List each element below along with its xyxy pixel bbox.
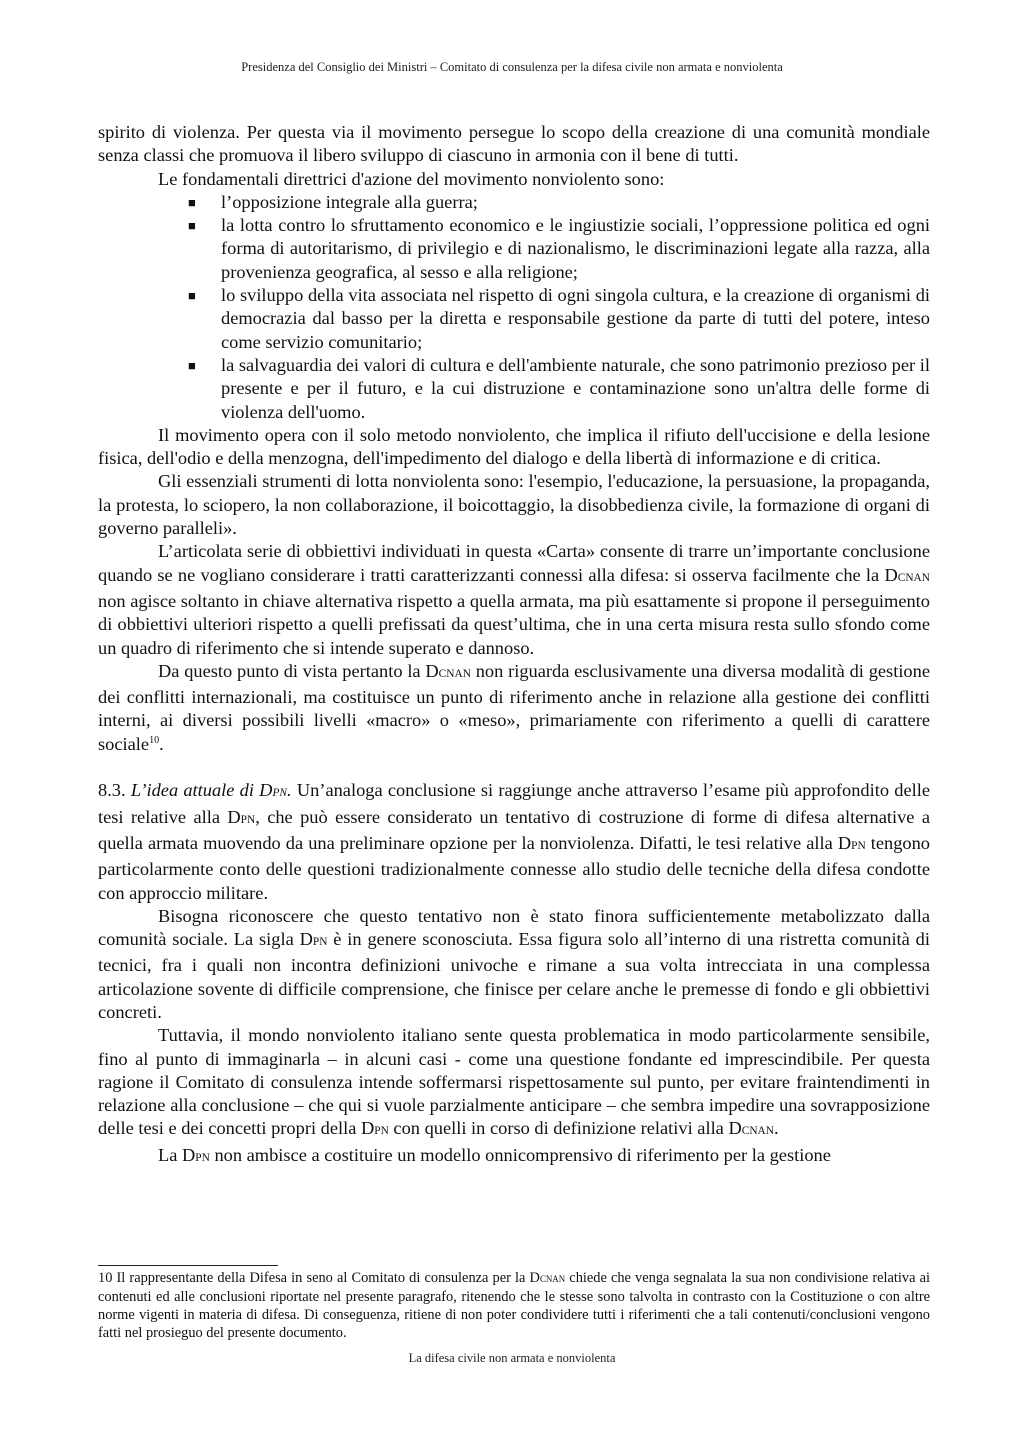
paragraph: Da questo punto di vista pertanto la DCNAN non riguarda esclusivamente una diversa modalità di gestione dei conflitti internazionali, ma costituisce un punto di riferimento anche in relazione alla gestione dei conflitti interni, ai diversi possibili livelli «macro» o «meso», primariamente con riferimento a quelli di carattere sociale$^{10}$. <box>98 660 930 754</box>
paragraph: Il movimento opera con il solo metodo nonviolento, che implica il rifiuto dell'uccisione e della lesione fisica, dell'odio e della menzogna, dell'impedimento del dialogo e della libertà di informazione e di critica. <box>98 424 930 469</box>
list-item-text: l’opposizione integrale alla guerra; <box>221 191 478 212</box>
abbreviation-dcnan: DCNAN <box>728 1118 774 1139</box>
bullet-list <box>98 191 930 424</box>
list-item <box>98 284 930 354</box>
text-run: con quelli in corso di definizione relativi alla <box>388 1118 729 1139</box>
text-run: Bisogna riconoscere che questo tentativo non è stato finora sufficientemente metabolizzato dalla comunità sociale. La sigla <box>98 905 930 950</box>
section-title: L’idea attuale di DPN. <box>130 780 292 801</box>
text-run: 10 Il rappresentante della Difesa in seno al Comitato di consulenza per la <box>98 1270 530 1286</box>
text-run: non riguarda esclusivamente una diversa modalità di gestione dei conflitti internazionali, ma costituisce un punto di riferimento anche in relazione alla gestione dei conflitti interni, ai diversi possibili livelli «macro» o «meso», primariamente con riferimento a quelli di carattere sociale <box>98 660 930 754</box>
list-item <box>98 354 930 424</box>
text-run: non agisce soltanto in chiave alternativa rispetto a quella armata, ma più esattamente si propone il perseguimento di obbiettivi ulteriori rispetto a quelli prefissati da quest’ultima, che in una certa misura resta sullo sfondo come un quadro di riferimento che si intende superato e dannoso. <box>98 590 930 658</box>
list-item-text: la salvaguardia dei valori di cultura e dell'ambiente naturale, che sono patrimonio prezioso per il presente e per il futuro, e la cui distruzione e contaminazione sono un'altra delle forme di violenza dell'uomo. <box>221 354 930 422</box>
abbreviation-dpn: DPN <box>299 929 328 950</box>
abbreviation-dpn: DPN <box>360 1118 389 1139</box>
section-number: 8.3. <box>98 780 131 801</box>
bullet-icon: ■ <box>188 194 196 210</box>
paragraph <box>98 540 930 659</box>
abbreviation-dcnan: DCNAN <box>529 1270 566 1286</box>
text-run: La <box>158 1144 182 1165</box>
footnote <box>98 1269 930 1342</box>
text-run: Un’analoga conclusione si raggiunge anche attraverso l’esame più approfondito delle tesi relative alla <box>98 780 930 827</box>
paragraph: Gli essenziali strumenti di lotta nonviolenta sono: l'esempio, l'educazione, la persuasione, la propaganda, la protesta, lo sciopero, la non collaborazione, il boicottaggio, la disobbedienza civile, la formazione di organi di governo paralleli». <box>98 471 930 539</box>
text-run: L’articolata serie di obbiettivi individuati in questa «Carta» consente di trarre un’importante conclusione quando se ne vogliano considerare i tratti caratterizzanti connessi alla difesa: si osserva facilmente che la <box>98 541 930 585</box>
paragraph <box>98 905 930 1024</box>
paragraph-section-8-3 <box>98 779 930 904</box>
bullet-icon: ■ <box>188 357 196 373</box>
abbreviation-dpn: DPN <box>182 1144 210 1165</box>
paragraph: Tuttavia, il mondo nonviolento italiano sente questa problematica in modo particolarmente sensibile, fino al punto di immaginarla – in alcuni casi - come una questione fondante ed imprescindibile. Per questa ragione il Comitato di consulenza intende soffermarsi rispettosamente sul punto, per evitare fraintendimenti in relazione alla conclusione – che qui si vuole parzialmente anticipare – che sembra impedire una sovrapposizione delle tesi e dei concetti propri della DPN con quelli in corso di definizione relativi alla DCNAN. <box>98 1025 930 1139</box>
abbreviation-dpn: DPN <box>837 832 866 853</box>
text-run: tengono particolarmente conto delle questioni tradizionalmente connesse allo studio delle tecniche della difesa condotte con approccio militare. <box>98 832 930 903</box>
footnote-separator <box>98 1265 278 1266</box>
text-run: è in genere sconosciuta. Essa figura solo all’interno di una ristretta comunità di tecnici, fra i quali non incontra definizioni univoche e rimane a sua volta intrecciata in una complessa articolazione sovente di difficile comprensione, che finisce per celare anche le premesse di fondo e gli obbiettivi concreti. <box>98 929 930 1022</box>
list-item <box>98 214 930 284</box>
page-footer: La difesa civile non armata e nonviolenta <box>408 1351 616 1365</box>
text-run: non ambisce a costituire un modello onnicomprensivo di riferimento per la gestione <box>209 1144 831 1165</box>
abbreviation-dcnan: DCNAN <box>884 564 930 585</box>
text-run: chiede che venga segnalata la sua non condivisione relativa ai contenuti ed alle conclusioni riportate nel presente paragrafo, ritenendo che le stesse sono talvolta in contrasto con la Costituzione o con altre norme vigenti in materia di difesa. Di conseguenza, ritiene di non poter condividere tutti i riferimenti che a tali contenuti/conclusioni vengono fatti nel prosieguo del presente documento. <box>98 1270 930 1341</box>
text-run: Tuttavia, il mondo nonviolento italiano sente questa problematica in modo particolarmente sensibile, fino al punto di immaginarla – in alcuni casi - come una questione fondante ed imprescindibile. Per questa ragione il Comitato di consulenza intende soffermarsi rispettosamente sul punto, per evitare fraintendimenti in relazione alla conclusione – che qui si vuole parzialmente anticipare – che sembra impedire una sovrapposizione delle tesi e dei concetti propri della <box>98 1025 930 1139</box>
document-body <box>98 121 930 1170</box>
paragraph <box>98 1144 930 1170</box>
abbreviation-dpn: DPN <box>227 806 256 827</box>
text-run: Da questo punto di vista pertanto la <box>158 660 426 681</box>
page-header: Presidenza del Consiglio dei Ministri – Comitato di consulenza per la difesa civile non armata e nonviolenta <box>241 60 783 74</box>
bullet-icon: ■ <box>188 288 196 304</box>
list-item-text: lo sviluppo della vita associata nel rispetto di ogni singola cultura, e la creazione di organismi di democrazia dal basso per la diretta e responsabile gestione da parte di tutti del potere, inteso come servizio comunitario; <box>221 285 930 352</box>
spacer <box>98 756 930 779</box>
footnote-ref: 10 <box>149 734 160 746</box>
paragraph: spirito di violenza. Per questa via il movimento persegue lo scopo della creazione di una comunità mondiale senza classi che promuova il libero sviluppo di ciascuno in armonia con il bene di tutti. <box>98 122 930 166</box>
text-run: , che può essere considerato un tentativo di costruzione di forme di difesa alternative a quella armata muovendo da una preliminare opzione per la nonviolenza. Difatti, le tesi relative alla <box>98 806 930 853</box>
list-item <box>98 191 930 214</box>
abbreviation-dcnan: DCNAN <box>425 660 471 681</box>
list-item-text: la lotta contro lo sfruttamento economico e le ingiustizie sociali, l’oppressione politica ed ogni forma di autoritarismo, di privilegio e di nazionalismo, le discriminazioni legate alla razza, alla provenienza geografica, al sesso e alla religione; <box>221 215 930 282</box>
paragraph: Le fondamentali direttrici d'azione del movimento nonviolento sono: <box>158 168 665 189</box>
bullet-icon: ■ <box>188 218 196 234</box>
